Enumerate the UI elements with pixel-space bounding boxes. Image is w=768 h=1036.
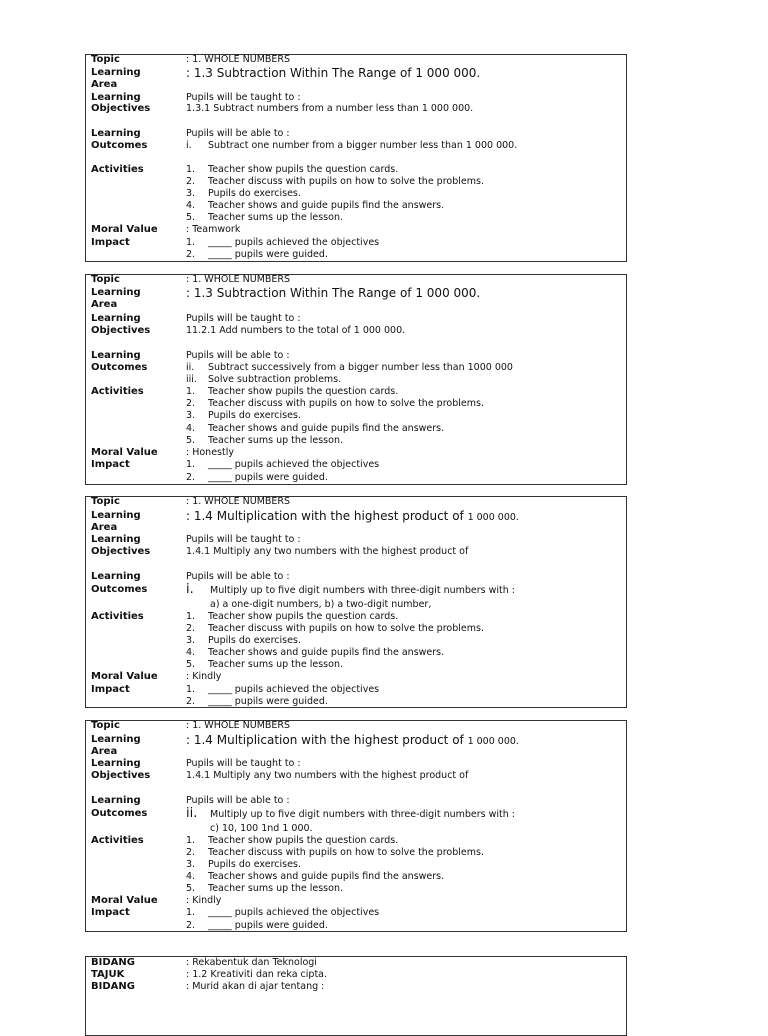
area-label: Area bbox=[91, 299, 118, 310]
tajuk-value: : 1.2 Kreativiti dan reka cipta. bbox=[186, 969, 328, 980]
activity-item: 4. Teacher shows and guide pupils find the answers. bbox=[186, 423, 445, 434]
moral-value-label: Moral Value bbox=[91, 671, 158, 682]
topic-label: Topic bbox=[91, 720, 120, 731]
objective-text: 1.4.1 Multiply any two numbers with the highest product of bbox=[186, 546, 469, 557]
bidang-label: BIDANG bbox=[91, 957, 135, 968]
activity-item: 2. Teacher discuss with pupils on how to solve the problems. bbox=[186, 176, 484, 187]
activity-item: 2. Teacher discuss with pupils on how to solve the problems. bbox=[186, 847, 484, 858]
learning-label: Learning bbox=[91, 758, 141, 769]
learning-area-label: Learning bbox=[91, 287, 141, 298]
activity-item: 2. Teacher discuss with pupils on how to solve the problems. bbox=[186, 398, 484, 409]
activity-item: 5. Teacher sums up the lesson. bbox=[186, 659, 343, 670]
learning-area-value: : 1.4 Multiplication with the highest product of 1 000 000. bbox=[186, 733, 519, 747]
impact-item: 2. _____ pupils were guided. bbox=[186, 249, 328, 260]
bidang-label: BIDANG bbox=[91, 981, 135, 992]
activity-item: 2. Teacher discuss with pupils on how to solve the problems. bbox=[186, 623, 484, 634]
lesson-plan-box-2 bbox=[85, 274, 627, 485]
outcomes-label: Outcomes bbox=[91, 140, 148, 151]
bidang-value: : Rekabentuk dan Teknologi bbox=[186, 957, 317, 968]
impact-item: 1. _____ pupils achieved the objectives bbox=[186, 237, 380, 248]
taught-intro: Pupils will be taught to : bbox=[186, 313, 301, 324]
topic-value: : 1. WHOLE NUMBERS bbox=[186, 274, 291, 285]
learning-area-label: Learning bbox=[91, 67, 141, 78]
outcome-item: iii. Solve subtraction problems. bbox=[186, 374, 342, 385]
activity-item: 5. Teacher sums up the lesson. bbox=[186, 212, 343, 223]
activities-label: Activities bbox=[91, 386, 144, 397]
activity-item: 3. Pupils do exercises. bbox=[186, 635, 301, 646]
area-label: Area bbox=[91, 746, 118, 757]
impact-label: Impact bbox=[91, 237, 130, 248]
learning-label: Learning bbox=[91, 313, 141, 324]
able-intro: Pupils will be able to : bbox=[186, 571, 290, 582]
moral-value-label: Moral Value bbox=[91, 895, 158, 906]
objective-text: 1.3.1 Subtract numbers from a number less than 1 000 000. bbox=[186, 103, 474, 114]
learning-label: Learning bbox=[91, 350, 141, 361]
lesson-plan-box-1 bbox=[85, 54, 627, 262]
impact-item: 1. _____ pupils achieved the objectives bbox=[186, 684, 380, 695]
learning-label: Learning bbox=[91, 92, 141, 103]
able-intro: Pupils will be able to : bbox=[186, 795, 290, 806]
moral-value: : Kindly bbox=[186, 671, 222, 682]
bidang-value: : Murid akan di ajar tentang : bbox=[186, 981, 325, 992]
impact-item: 2. _____ pupils were guided. bbox=[186, 920, 328, 931]
outcome-item: i. Multiply up to five digit numbers with three-digit numbers with : bbox=[186, 582, 516, 597]
lesson-plan-box-4 bbox=[85, 720, 627, 932]
area-label: Area bbox=[91, 522, 118, 533]
activity-item: 3. Pupils do exercises. bbox=[186, 188, 301, 199]
topic-label: Topic bbox=[91, 496, 120, 507]
activities-label: Activities bbox=[91, 611, 144, 622]
topic-label: Topic bbox=[91, 274, 120, 285]
moral-value: : Teamwork bbox=[186, 224, 241, 235]
outcomes-label: Outcomes bbox=[91, 808, 148, 819]
topic-value: : 1. WHOLE NUMBERS bbox=[186, 496, 291, 507]
tajuk-label: TAJUK bbox=[91, 969, 125, 980]
activities-label: Activities bbox=[91, 164, 144, 175]
taught-intro: Pupils will be taught to : bbox=[186, 92, 301, 103]
learning-area-value: : 1.3 Subtraction Within The Range of 1 000 000. bbox=[186, 286, 481, 300]
objectives-label: Objectives bbox=[91, 770, 151, 781]
activity-item: 3. Pupils do exercises. bbox=[186, 859, 301, 870]
impact-label: Impact bbox=[91, 459, 130, 470]
objective-text: 11.2.1 Add numbers to the total of 1 000 000. bbox=[186, 325, 406, 336]
topic-value: : 1. WHOLE NUMBERS bbox=[186, 720, 291, 731]
outcome-subitem: a) a one-digit numbers, b) a two-digit number, bbox=[210, 599, 432, 610]
activity-item: 4. Teacher shows and guide pupils find the answers. bbox=[186, 647, 445, 658]
activity-item: 5. Teacher sums up the lesson. bbox=[186, 883, 343, 894]
objectives-label: Objectives bbox=[91, 325, 151, 336]
outcome-subitem: c) 10, 100 1nd 1 000. bbox=[210, 823, 313, 834]
outcomes-label: Outcomes bbox=[91, 584, 148, 595]
moral-value-label: Moral Value bbox=[91, 224, 158, 235]
outcomes-label: Outcomes bbox=[91, 362, 148, 373]
impact-item: 2. _____ pupils were guided. bbox=[186, 472, 328, 483]
activity-item: 4. Teacher shows and guide pupils find the answers. bbox=[186, 200, 445, 211]
learning-area-label: Learning bbox=[91, 734, 141, 745]
moral-value: : Kindly bbox=[186, 895, 222, 906]
moral-value-label: Moral Value bbox=[91, 447, 158, 458]
topic-value: : 1. WHOLE NUMBERS bbox=[186, 54, 291, 65]
taught-intro: Pupils will be taught to : bbox=[186, 534, 301, 545]
outcome-item: ii. Multiply up to five digit numbers with three-digit numbers with : bbox=[186, 806, 516, 821]
activity-item: 1. Teacher show pupils the question cards. bbox=[186, 611, 399, 622]
topic-label: Topic bbox=[91, 54, 120, 65]
impact-item: 1. _____ pupils achieved the objectives bbox=[186, 459, 380, 470]
objectives-label: Objectives bbox=[91, 546, 151, 557]
impact-item: 1. _____ pupils achieved the objectives bbox=[186, 907, 380, 918]
learning-area-value: : 1.3 Subtraction Within The Range of 1 000 000. bbox=[186, 66, 481, 80]
objectives-label: Objectives bbox=[91, 103, 151, 114]
learning-area-label: Learning bbox=[91, 510, 141, 521]
learning-label: Learning bbox=[91, 128, 141, 139]
outcome-item: i. Subtract one number from a bigger number less than 1 000 000. bbox=[186, 140, 518, 151]
activity-item: 1. Teacher show pupils the question cards. bbox=[186, 386, 399, 397]
bidang-plan-box bbox=[85, 956, 627, 1036]
impact-label: Impact bbox=[91, 907, 130, 918]
taught-intro: Pupils will be taught to : bbox=[186, 758, 301, 769]
activity-item: 5. Teacher sums up the lesson. bbox=[186, 435, 343, 446]
able-intro: Pupils will be able to : bbox=[186, 128, 290, 139]
moral-value: : Honestly bbox=[186, 447, 234, 458]
learning-area-value: : 1.4 Multiplication with the highest product of 1 000 000. bbox=[186, 509, 519, 523]
able-intro: Pupils will be able to : bbox=[186, 350, 290, 361]
activity-item: 1. Teacher show pupils the question cards. bbox=[186, 835, 399, 846]
impact-item: 2. _____ pupils were guided. bbox=[186, 696, 328, 707]
activities-label: Activities bbox=[91, 835, 144, 846]
learning-label: Learning bbox=[91, 795, 141, 806]
learning-label: Learning bbox=[91, 534, 141, 545]
objective-text: 1.4.1 Multiply any two numbers with the highest product of bbox=[186, 770, 469, 781]
outcome-item: ii. Subtract successively from a bigger number less than 1000 000 bbox=[186, 362, 513, 373]
learning-label: Learning bbox=[91, 571, 141, 582]
activity-item: 1. Teacher show pupils the question cards. bbox=[186, 164, 399, 175]
activity-item: 3. Pupils do exercises. bbox=[186, 410, 301, 421]
area-label: Area bbox=[91, 79, 118, 90]
impact-label: Impact bbox=[91, 684, 130, 695]
activity-item: 4. Teacher shows and guide pupils find the answers. bbox=[186, 871, 445, 882]
lesson-plan-box-3 bbox=[85, 496, 627, 708]
